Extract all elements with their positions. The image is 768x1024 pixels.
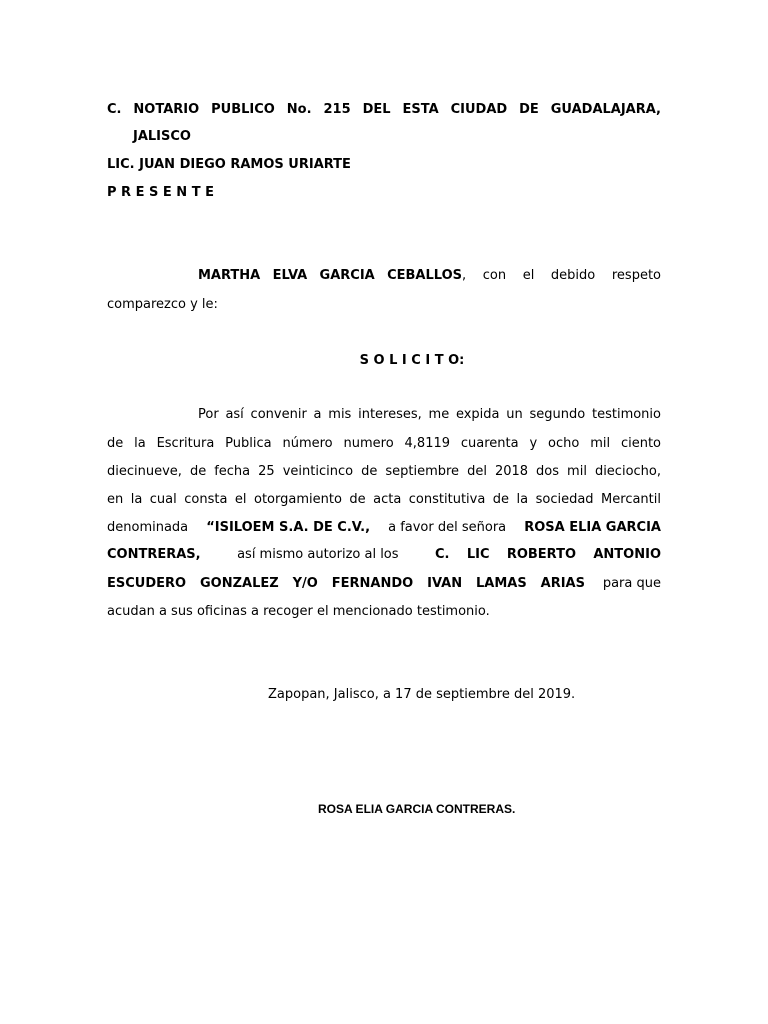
body-line-3: diecinueve, de fecha 25 veinticinco de septiembre del 2018 dos mil dieciocho, <box>107 464 661 479</box>
header-line-2: JALISCO <box>133 129 191 144</box>
body-line-6 <box>107 547 661 563</box>
solicito-title: S O L I C I T O: <box>359 353 465 368</box>
body-text-favor: a favor del señora <box>388 520 507 535</box>
body-line-7 <box>107 576 661 592</box>
beneficiary-name-part-2: CONTRERAS, <box>107 547 201 562</box>
header-line-1: C. NOTARIO PUBLICO No. 215 DEL ESTA CIUDAD DE GUADALAJARA, <box>107 102 661 117</box>
body-text-denominada: denominada <box>107 520 189 535</box>
beneficiary-name-part-1: ROSA ELIA GARCIA <box>524 520 661 535</box>
intro-line-2: comparezco y le: <box>107 297 218 312</box>
authorized-name-part-2: ESCUDERO GONZALEZ Y/O FERNANDO IVAN LAMAS ARIAS <box>107 576 585 591</box>
intro-text-1: , con el debido respeto <box>462 268 661 283</box>
intro-name <box>198 268 462 284</box>
company-name: “ISILOEM S.A. DE C.V., <box>206 520 371 535</box>
intro-name-text: MARTHA ELVA GARCIA CEBALLOS <box>198 268 462 283</box>
body-line-4: en la cual consta el otorgamiento de acta constitutiva de la sociedad Mercantil <box>107 492 661 507</box>
body-text-autorizo: así mismo autorizo al los <box>237 547 399 562</box>
body-line-5 <box>107 520 661 536</box>
body-text-para-que: para que <box>602 576 661 591</box>
header-line-3: LIC. JUAN DIEGO RAMOS URIARTE <box>107 157 351 172</box>
header-line-4: P R E S E N T E <box>107 185 214 200</box>
signature-name: ROSA ELIA GARCIA CONTRERAS. <box>318 802 516 816</box>
body-line-2: de la Escritura Publica número numero 4,8119 cuarenta y ocho mil ciento <box>107 436 661 451</box>
authorized-name-part-1: C. LIC ROBERTO ANTONIO <box>435 547 661 562</box>
place-date: Zapopan, Jalisco, a 17 de septiembre del 2019. <box>268 687 576 702</box>
body-line-8: acudan a sus oficinas a recoger el mencionado testimonio. <box>107 604 490 619</box>
intro-line-1 <box>198 268 661 284</box>
body-line-1: Por así convenir a mis intereses, me expida un segundo testimonio <box>198 407 661 422</box>
